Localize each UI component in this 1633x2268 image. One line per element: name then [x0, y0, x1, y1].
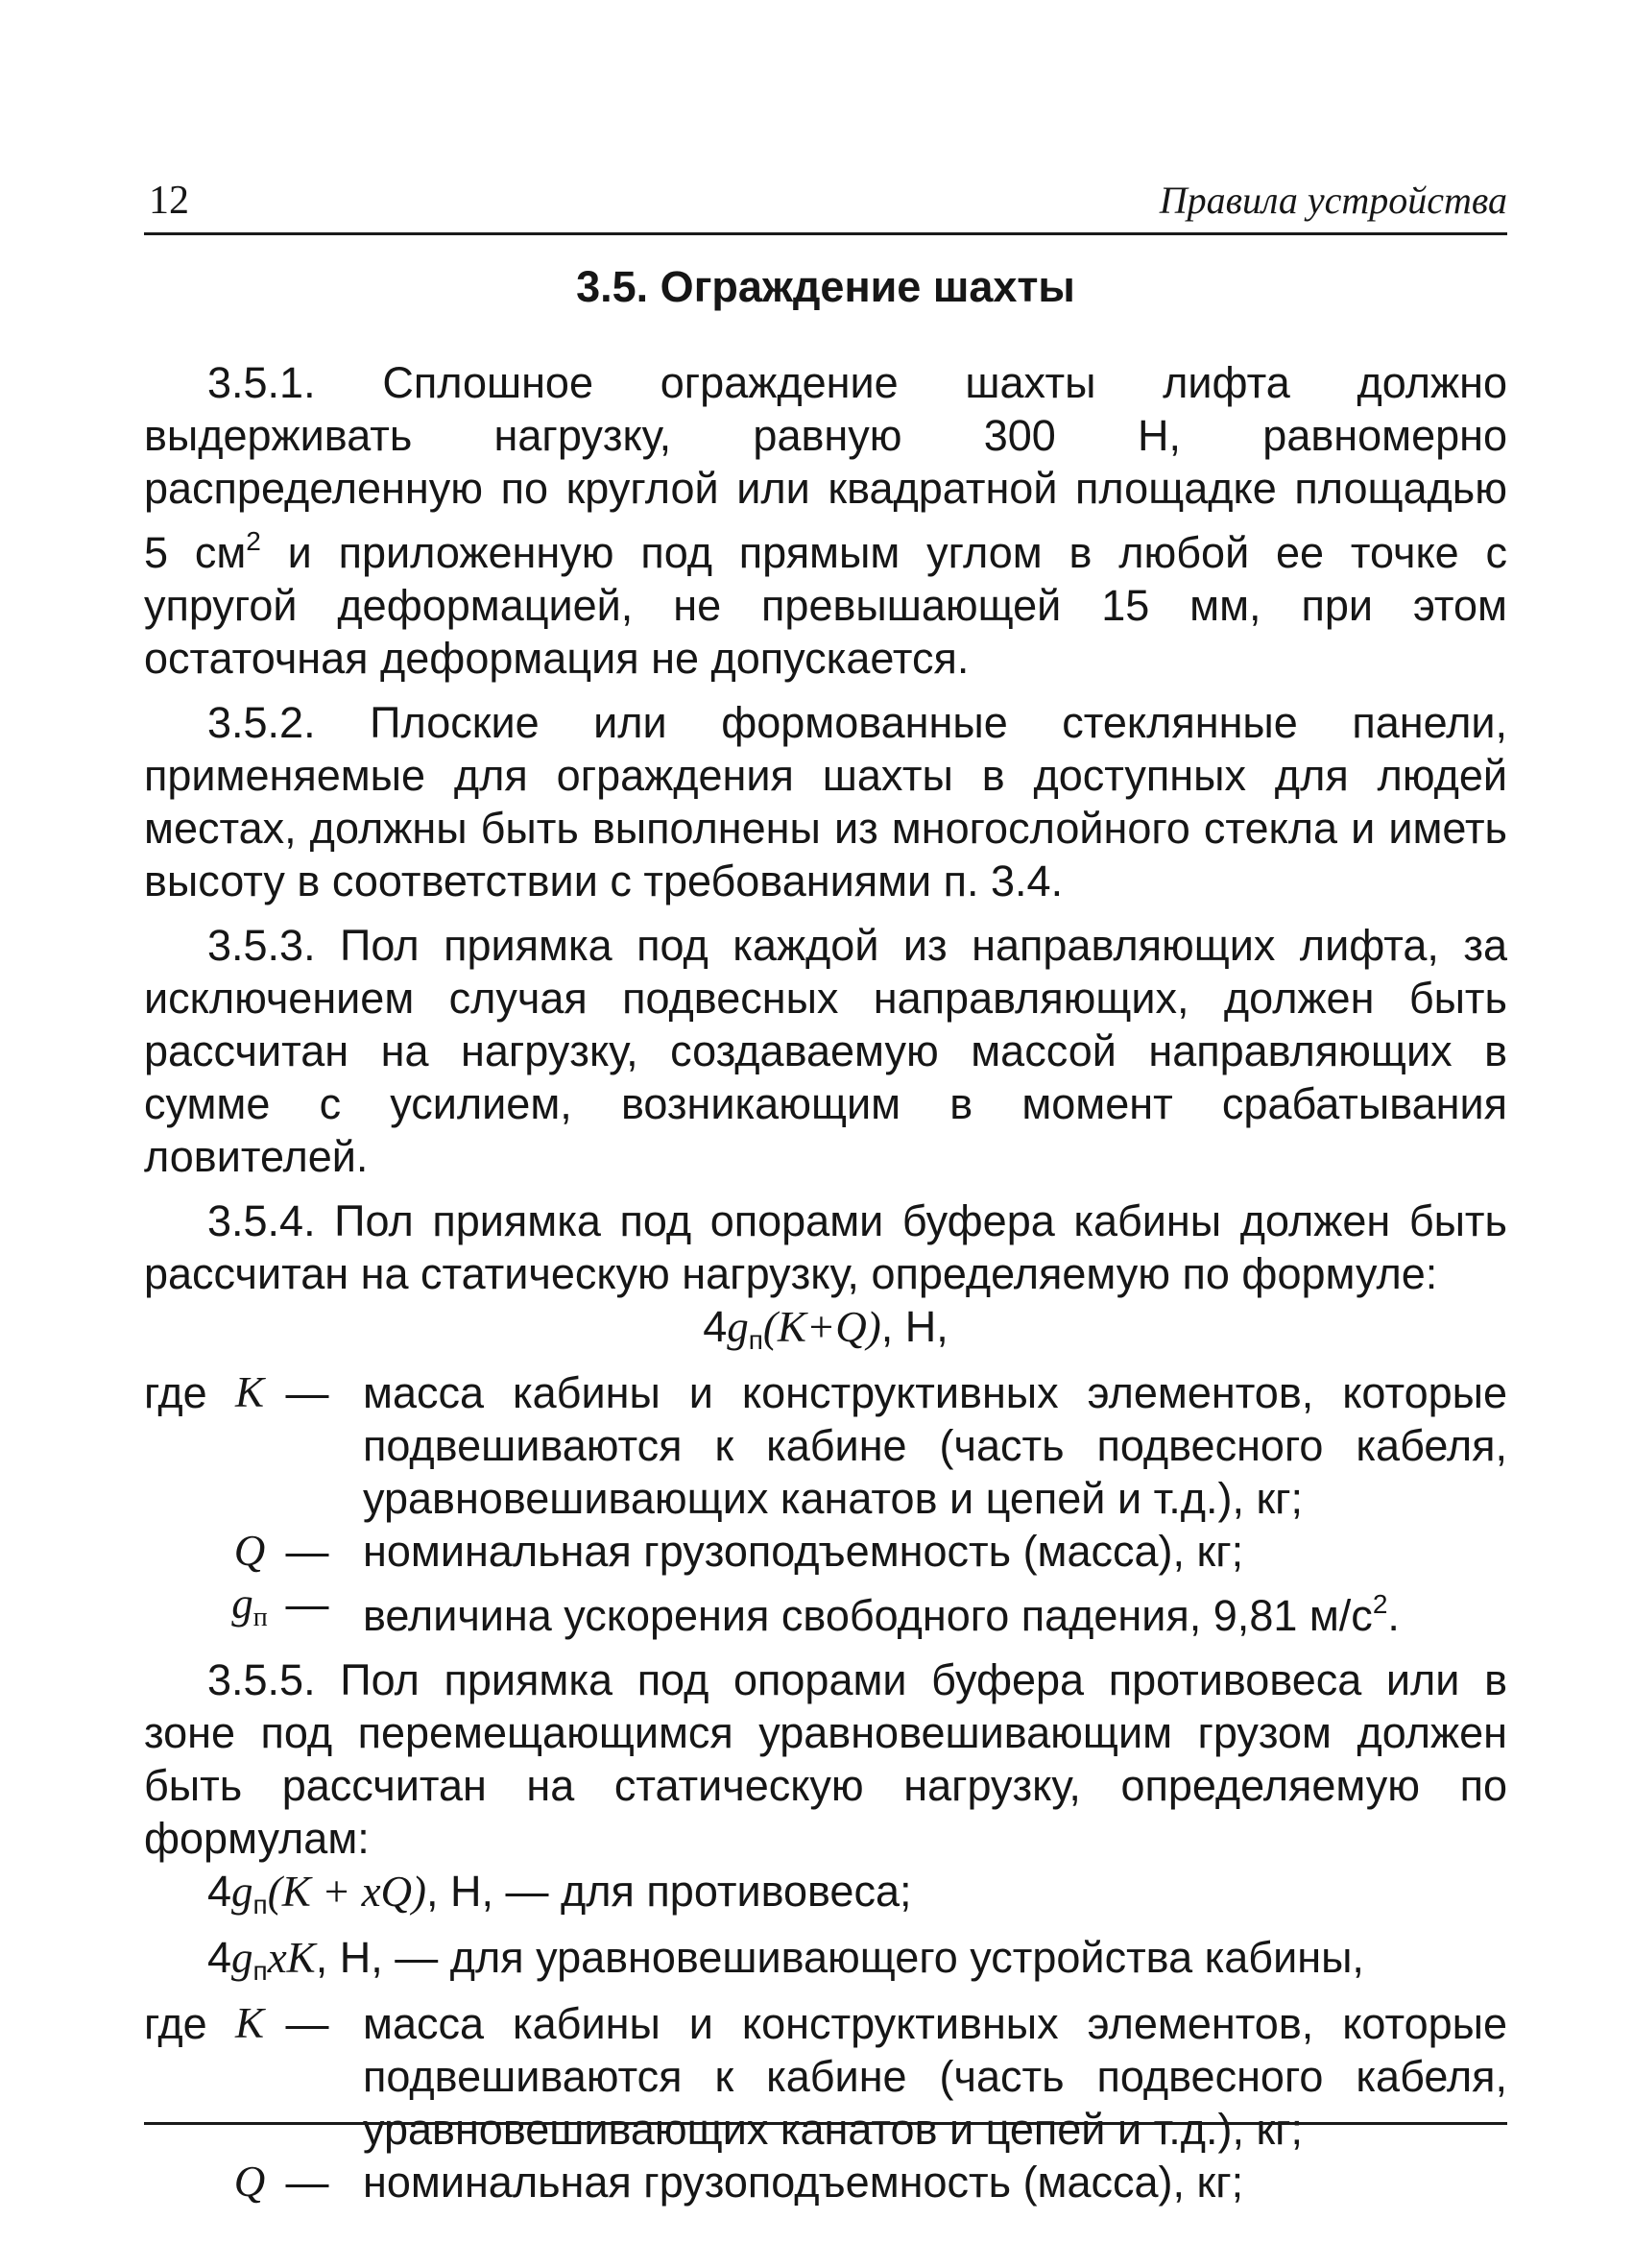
definition-row	[144, 1578, 1507, 1642]
definition-symbol-g: g	[231, 1580, 253, 1628]
formula-3-g: g	[231, 1934, 253, 1982]
formula-1-lead: 4	[703, 1302, 728, 1351]
definition-dash: —	[285, 2158, 329, 2207]
paragraph-3-5-1-text-after: и приложенную под прямым углом в любой ее точке с упругой деформацией, не превышающей 15 мм, при этом остаточная деформация не допускается.	[144, 528, 1508, 683]
definition-symbol	[226, 1525, 274, 1578]
definition-lead: где	[144, 1999, 207, 2048]
definition-dash: —	[285, 1999, 329, 2048]
formula-1-g-sub: п	[748, 1325, 763, 1355]
definition-symbol-g-sub: п	[252, 1603, 268, 1632]
definition-dash: —	[285, 1368, 329, 1417]
superscript-2: 2	[1372, 1589, 1388, 1619]
definition-text: номинальная грузоподъемность (масса), кг;	[363, 1527, 1244, 1576]
definition-dash: —	[285, 1580, 329, 1629]
formula-2-lead: 4	[207, 1867, 232, 1916]
formula-2-tail: , Н, — для противовеса;	[426, 1867, 912, 1916]
document-page	[144, 173, 1507, 2208]
definitions-2	[144, 1997, 1507, 2208]
footer-rule	[144, 2122, 1507, 2125]
definition-text: масса кабины и конструктивных элементов, которые подвешиваются к кабине (часть подвесного кабеля, уравновешивающих канатов и цепей и т.д.), кг;	[363, 1368, 1507, 1523]
definition-symbol-k: K	[234, 1368, 264, 1416]
definition-row	[144, 2156, 1507, 2208]
formula-3-lead: 4	[207, 1933, 232, 1982]
formula-3-tail: , Н, — для уравновешивающего устройства кабины,	[315, 1933, 1364, 1982]
page-number: 12	[149, 179, 189, 223]
formula-2	[144, 1865, 1507, 1931]
definition-text: величина ускорения свободного падения, 9,81 м/с	[363, 1591, 1373, 1640]
page-header	[144, 173, 1507, 235]
definition-text: масса кабины и конструктивных элементов, которые подвешиваются к кабине (часть подвесного кабеля, уравновешивающих канатов и цепей и т.д.), кг;	[363, 1999, 1507, 2154]
body-text	[144, 356, 1507, 2208]
paragraph-3-5-1	[144, 356, 1507, 685]
definitions-1	[144, 1366, 1507, 1642]
formula-2-g-sub: п	[252, 1890, 268, 1919]
definition-text-tail: .	[1387, 1591, 1400, 1640]
definition-symbol	[226, 1366, 274, 1419]
formula-2-g: g	[231, 1868, 253, 1916]
formula-1	[144, 1300, 1507, 1366]
definition-text: номинальная грузоподъемность (масса), кг;	[363, 2158, 1244, 2207]
definition-lead: где	[144, 1368, 207, 1417]
formula-2-body: (K + xQ)	[267, 1868, 427, 1916]
definition-symbol	[226, 2156, 274, 2208]
formula-3	[144, 1931, 1507, 1997]
definition-symbol	[226, 1997, 274, 2050]
paragraph-3-5-4: 3.5.4. Пол приямка под опорами буфера кабины должен быть рассчитан на статическую нагрузку, определяемую по формуле:	[144, 1196, 1507, 1298]
formula-3-g-sub: п	[252, 1956, 268, 1986]
definition-row	[144, 1525, 1507, 1578]
formula-1-tail: , Н,	[880, 1302, 949, 1351]
formula-3-body: xK	[267, 1934, 316, 1982]
definition-symbol	[226, 1578, 274, 1644]
paragraph-3-5-5: 3.5.5. Пол приямка под опорами буфера противовеса или в зоне под перемещающимся уравновешивающим грузом должен быть рассчитан на статическую нагрузку, определяемую по формулам:	[144, 1655, 1507, 1863]
definition-symbol-q: Q	[233, 1527, 266, 1575]
paragraph-3-5-1-text: 3.5.1. Сплошное ограждение шахты лифта должно выдерживать нагрузку, равную 300 Н, равномерно распределенную по круглой или квадратной площадке площадью 5 см	[144, 358, 1507, 577]
definition-row	[144, 1366, 1507, 1525]
paragraph-3-5-2: 3.5.2. Плоские или формованные стеклянные панели, применяемые для ограждения шахты в доступных для людей местах, должны быть выполнены из многослойного стекла и иметь высоту в соответствии с требованиями п. 3.4.	[144, 698, 1507, 905]
running-title: Правила устройства	[1159, 179, 1507, 222]
paragraph-3-5-3: 3.5.3. Пол приямка под каждой из направляющих лифта, за исключением случая подвесных направляющих, должен быть рассчитан на нагрузку, создаваемую массой направляющих в сумме с усилием, возникающим в момент срабатывания ловителей.	[144, 921, 1507, 1181]
definition-dash: —	[285, 1527, 329, 1576]
formula-1-g: g	[727, 1303, 749, 1351]
definition-symbol-k: K	[234, 1999, 264, 2047]
definition-row	[144, 1997, 1507, 2156]
section-title: 3.5. Ограждение шахты	[576, 262, 1075, 311]
definition-symbol-q: Q	[233, 2158, 266, 2206]
superscript-2: 2	[246, 526, 261, 556]
formula-1-body: (K+Q)	[762, 1303, 881, 1351]
